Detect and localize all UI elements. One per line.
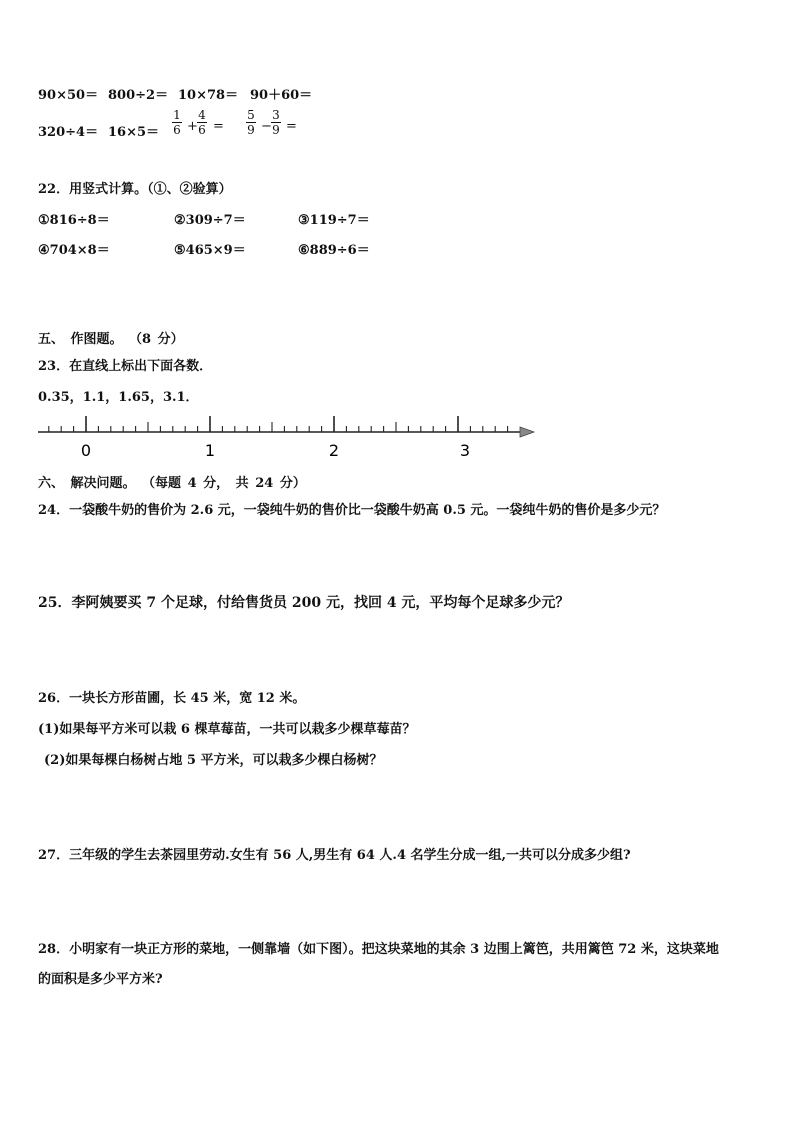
section-5-title: 五、 作图题。 （8 分） xyxy=(38,332,184,347)
arrow-right-icon xyxy=(520,427,534,437)
axis-label: 0 xyxy=(80,441,92,460)
operator: + xyxy=(187,119,198,134)
q22-item: ①816÷8＝ xyxy=(38,213,110,228)
fraction: 5 9 xyxy=(247,108,255,137)
oral-item: 90×50＝ xyxy=(38,88,99,103)
question-25: 25．李阿姨要买 7 个足球，付给售货员 200 元，找回 4 元，平均每个足球多少元？ xyxy=(38,595,570,611)
fraction: 1 6 xyxy=(173,108,181,137)
q22-item: ③119÷7＝ xyxy=(298,213,370,228)
fraction: 4 6 xyxy=(198,108,206,137)
axis-label: 1 xyxy=(204,441,216,460)
q22-item: ⑥889÷6＝ xyxy=(298,243,370,258)
number-line xyxy=(30,410,550,462)
question-23-numbers: 0.35，1.1，1.65，3.1． xyxy=(38,390,199,405)
question-23-title: 23．在直线上标出下面各数． xyxy=(38,359,213,374)
q22-item: ②309÷7＝ xyxy=(174,213,246,228)
axis-label: 2 xyxy=(328,441,340,460)
question-26-title: 26．一块长方形苗圃，长 45 米，宽 12 米。 xyxy=(38,691,306,706)
operator: − xyxy=(261,119,272,134)
section-6-title: 六、 解决问题。 （每题 4 分， 共 24 分） xyxy=(38,476,306,491)
equals: = xyxy=(286,119,297,134)
q22-item: ⑤465×9＝ xyxy=(174,243,246,258)
question-28-line-1: 28．小明家有一块正方形的菜地，一侧靠墙（如下图）。把这块菜地的其余 3 边围上篱笆，共用篱笆 72 米，这块菜地 xyxy=(38,942,719,957)
q22-item: ④704×8＝ xyxy=(38,243,110,258)
axis-label: 3 xyxy=(459,441,471,460)
question-27: 27．三年级的学生去茶园里劳动.女生有 56 人,男生有 64 人.4 名学生分成一组,一共可以分成多少组? xyxy=(38,848,631,863)
question-24: 24．一袋酸牛奶的售价为 2.6 元，一袋纯牛奶的售价比一袋酸牛奶高 0.5 元。一袋纯牛奶的售价是多少元？ xyxy=(38,503,666,518)
oral-item: 16×5＝ xyxy=(108,125,160,140)
fraction: 3 9 xyxy=(272,108,280,137)
question-28-line-2: 的面积是多少平方米? xyxy=(38,972,163,987)
question-26-part-2: (2)如果每棵白杨树占地 5 平方米，可以栽多少棵白杨树？ xyxy=(44,753,383,768)
oral-item: 800÷2＝ xyxy=(108,88,169,103)
oral-item: 320÷4＝ xyxy=(38,125,99,140)
equals: = xyxy=(213,119,224,134)
question-22-title: 22．用竖式计算。（①、②验算） xyxy=(38,182,232,197)
question-26-part-1: (1)如果每平方米可以栽 6 棵草莓苗，一共可以栽多少棵草莓苗？ xyxy=(38,722,416,737)
oral-item: 10×78＝ xyxy=(178,88,239,103)
oral-item: 90＋60＝ xyxy=(250,88,313,103)
